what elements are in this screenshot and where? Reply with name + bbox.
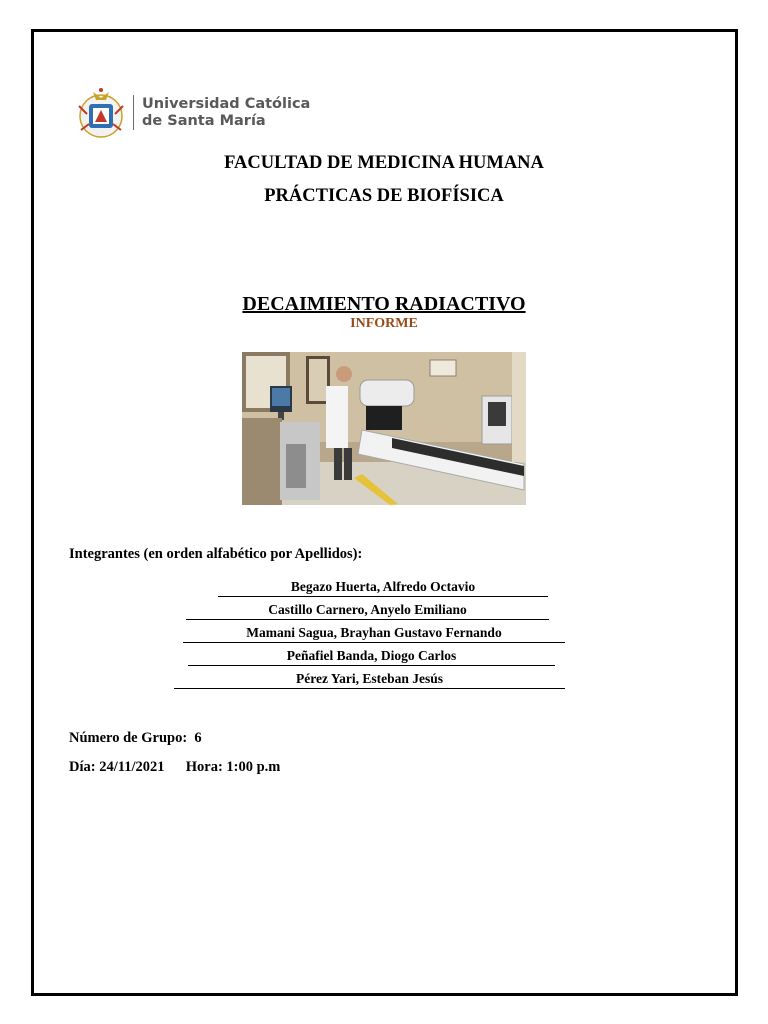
faculty-heading: FACULTAD DE MEDICINA HUMANA (224, 153, 544, 173)
time-label: Hora: (185, 759, 223, 775)
member-name: Castillo Carnero, Anyelo Emiliano (186, 601, 549, 620)
member-name: Peñafiel Banda, Diogo Carlos (188, 647, 555, 666)
page-border (31, 29, 738, 996)
time-value: 1:00 p.m (226, 759, 281, 775)
member-name: Pérez Yari, Esteban Jesús (174, 670, 565, 689)
report-subtitle: INFORME (350, 316, 418, 331)
university-name-line1: Universidad Católica (142, 96, 311, 112)
university-crest-logo (75, 86, 127, 141)
nuclear-medicine-scanner-photo (242, 352, 526, 505)
member-name: Begazo Huerta, Alfredo Octavio (218, 578, 548, 597)
university-name (142, 96, 310, 130)
date-time-line (69, 759, 280, 776)
day-value: 24/11/2021 (99, 759, 165, 775)
course-heading: PRÁCTICAS DE BIOFÍSICA (264, 186, 504, 206)
university-name-line2: de Santa María (142, 113, 266, 129)
report-title: DECAIMIENTO RADIACTIVO (242, 293, 526, 315)
group-number-value: 6 (194, 730, 202, 746)
group-number-line (69, 730, 202, 747)
members-heading: Integrantes (en orden alfabético por Apellidos): (69, 546, 363, 562)
group-number-label: Número de Grupo: (69, 730, 188, 746)
logo-divider (133, 95, 134, 130)
day-label: Día: (69, 759, 96, 775)
member-name: Mamani Sagua, Brayhan Gustavo Fernando (183, 624, 565, 643)
